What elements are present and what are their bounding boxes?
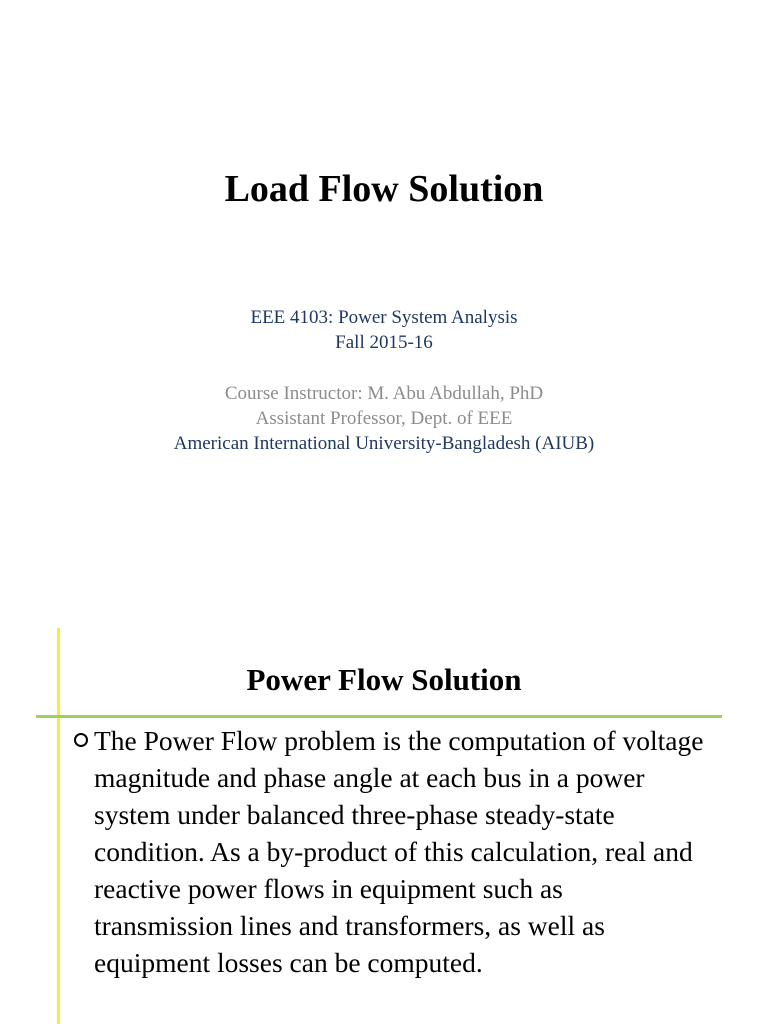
course-term: Fall 2015-16: [335, 332, 433, 353]
university-name: American International University-Bangladesh (AIUB): [173, 433, 595, 454]
instructor-name: Course Instructor: M. Abu Abdullah, PhD: [224, 383, 544, 404]
title-divider: [36, 715, 722, 718]
content-slide: [0, 600, 768, 1024]
bullet-item: [74, 722, 704, 981]
course-info: [0, 305, 768, 355]
hollow-circle-bullet-icon: [74, 733, 88, 747]
bullet-text: The Power Flow problem is the computation of voltage magnitude and phase angle at each bus in a power system under balanced three-phase steady-state condition. As a by-product of this calculation, real and reactive power flows in equipment such as transmission lines and transformers, as well as equipment losses can be computed.: [94, 725, 704, 978]
content-slide-title: Power Flow Solution: [246, 662, 522, 697]
course-name: EEE 4103: Power System Analysis: [250, 307, 518, 328]
instructor-info: [0, 381, 768, 456]
slide-title: Load Flow Solution: [224, 168, 544, 210]
instructor-position: Assistant Professor, Dept. of EEE: [255, 408, 513, 429]
